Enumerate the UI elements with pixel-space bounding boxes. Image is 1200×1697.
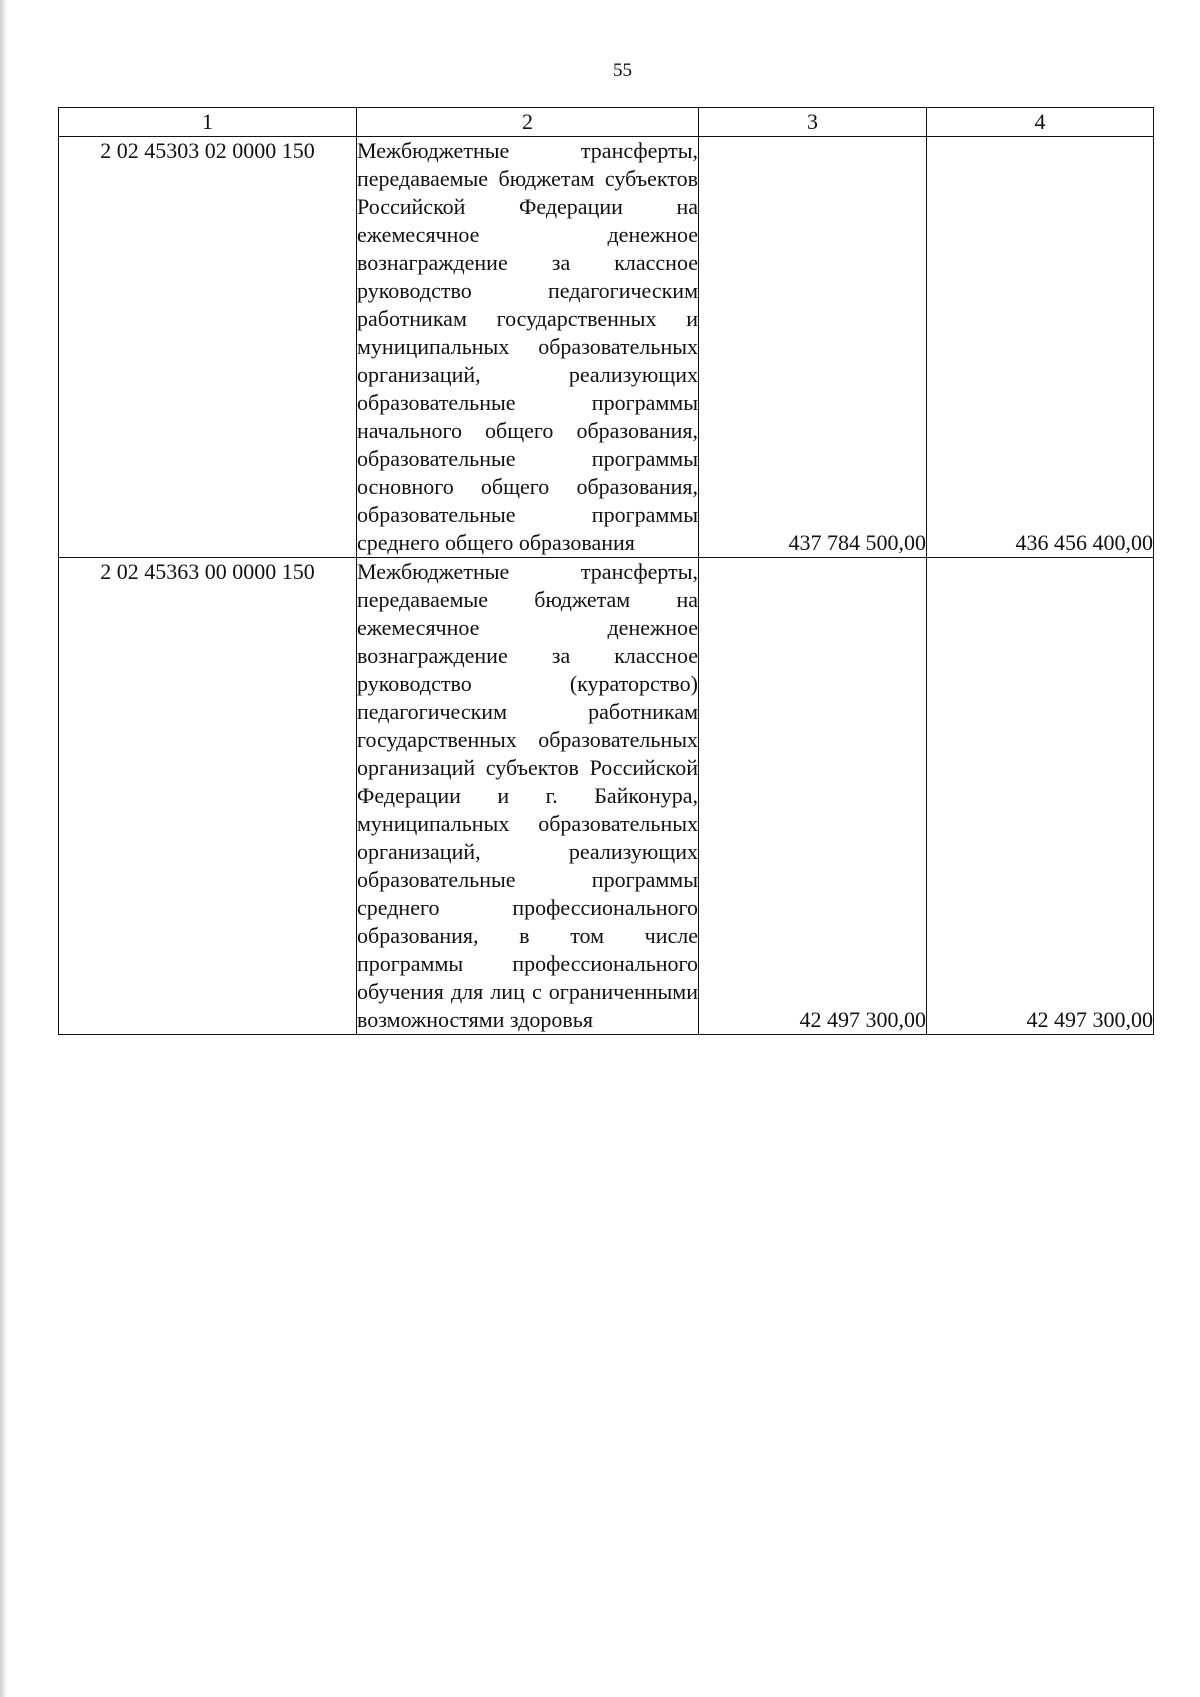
column-header-1: 1 (59, 108, 357, 137)
column-header-2: 2 (357, 108, 699, 137)
table-row (59, 558, 1154, 1035)
description-cell: Межбюджетные трансферты, передаваемые бюджетам субъектов Российской Федерации на ежемесячное денежное вознаграждение за классное руководство педагогическим работникам государственных и муниципальных образовательных организаций, реализующих образовательные программы начального общего образования, образовательные программы основного общего образования, образовательные программы среднего общего образования (357, 137, 699, 558)
amount-col4-cell: 42 497 300,00 (927, 558, 1154, 1035)
column-header-3: 3 (699, 108, 927, 137)
column-header-4: 4 (927, 108, 1154, 137)
amount-col3-cell: 437 784 500,00 (699, 137, 927, 558)
budget-code-cell: 2 02 45363 00 0000 150 (59, 558, 357, 1035)
scan-edge-shadow (0, 0, 7, 1697)
table-row (59, 137, 1154, 558)
description-cell: Межбюджетные трансферты, передаваемые бюджетам на ежемесячное денежное вознаграждение за классное руководство (кураторство) педагогическим работникам государственных образовательных организаций субъектов Российской Федерации и г. Байконура, муниципальных образовательных организаций, реализующих образовательные программы среднего профессионального образования, в том числе программы профессионального обучения для лиц с ограниченными возможностями здоровья (357, 558, 699, 1035)
budget-code-cell: 2 02 45303 02 0000 150 (59, 137, 357, 558)
table-header-row (59, 108, 1154, 137)
page-number: 55 (613, 60, 632, 81)
amount-col3-cell: 42 497 300,00 (699, 558, 927, 1035)
amount-col4-cell: 436 456 400,00 (927, 137, 1154, 558)
budget-table (58, 107, 1154, 1035)
